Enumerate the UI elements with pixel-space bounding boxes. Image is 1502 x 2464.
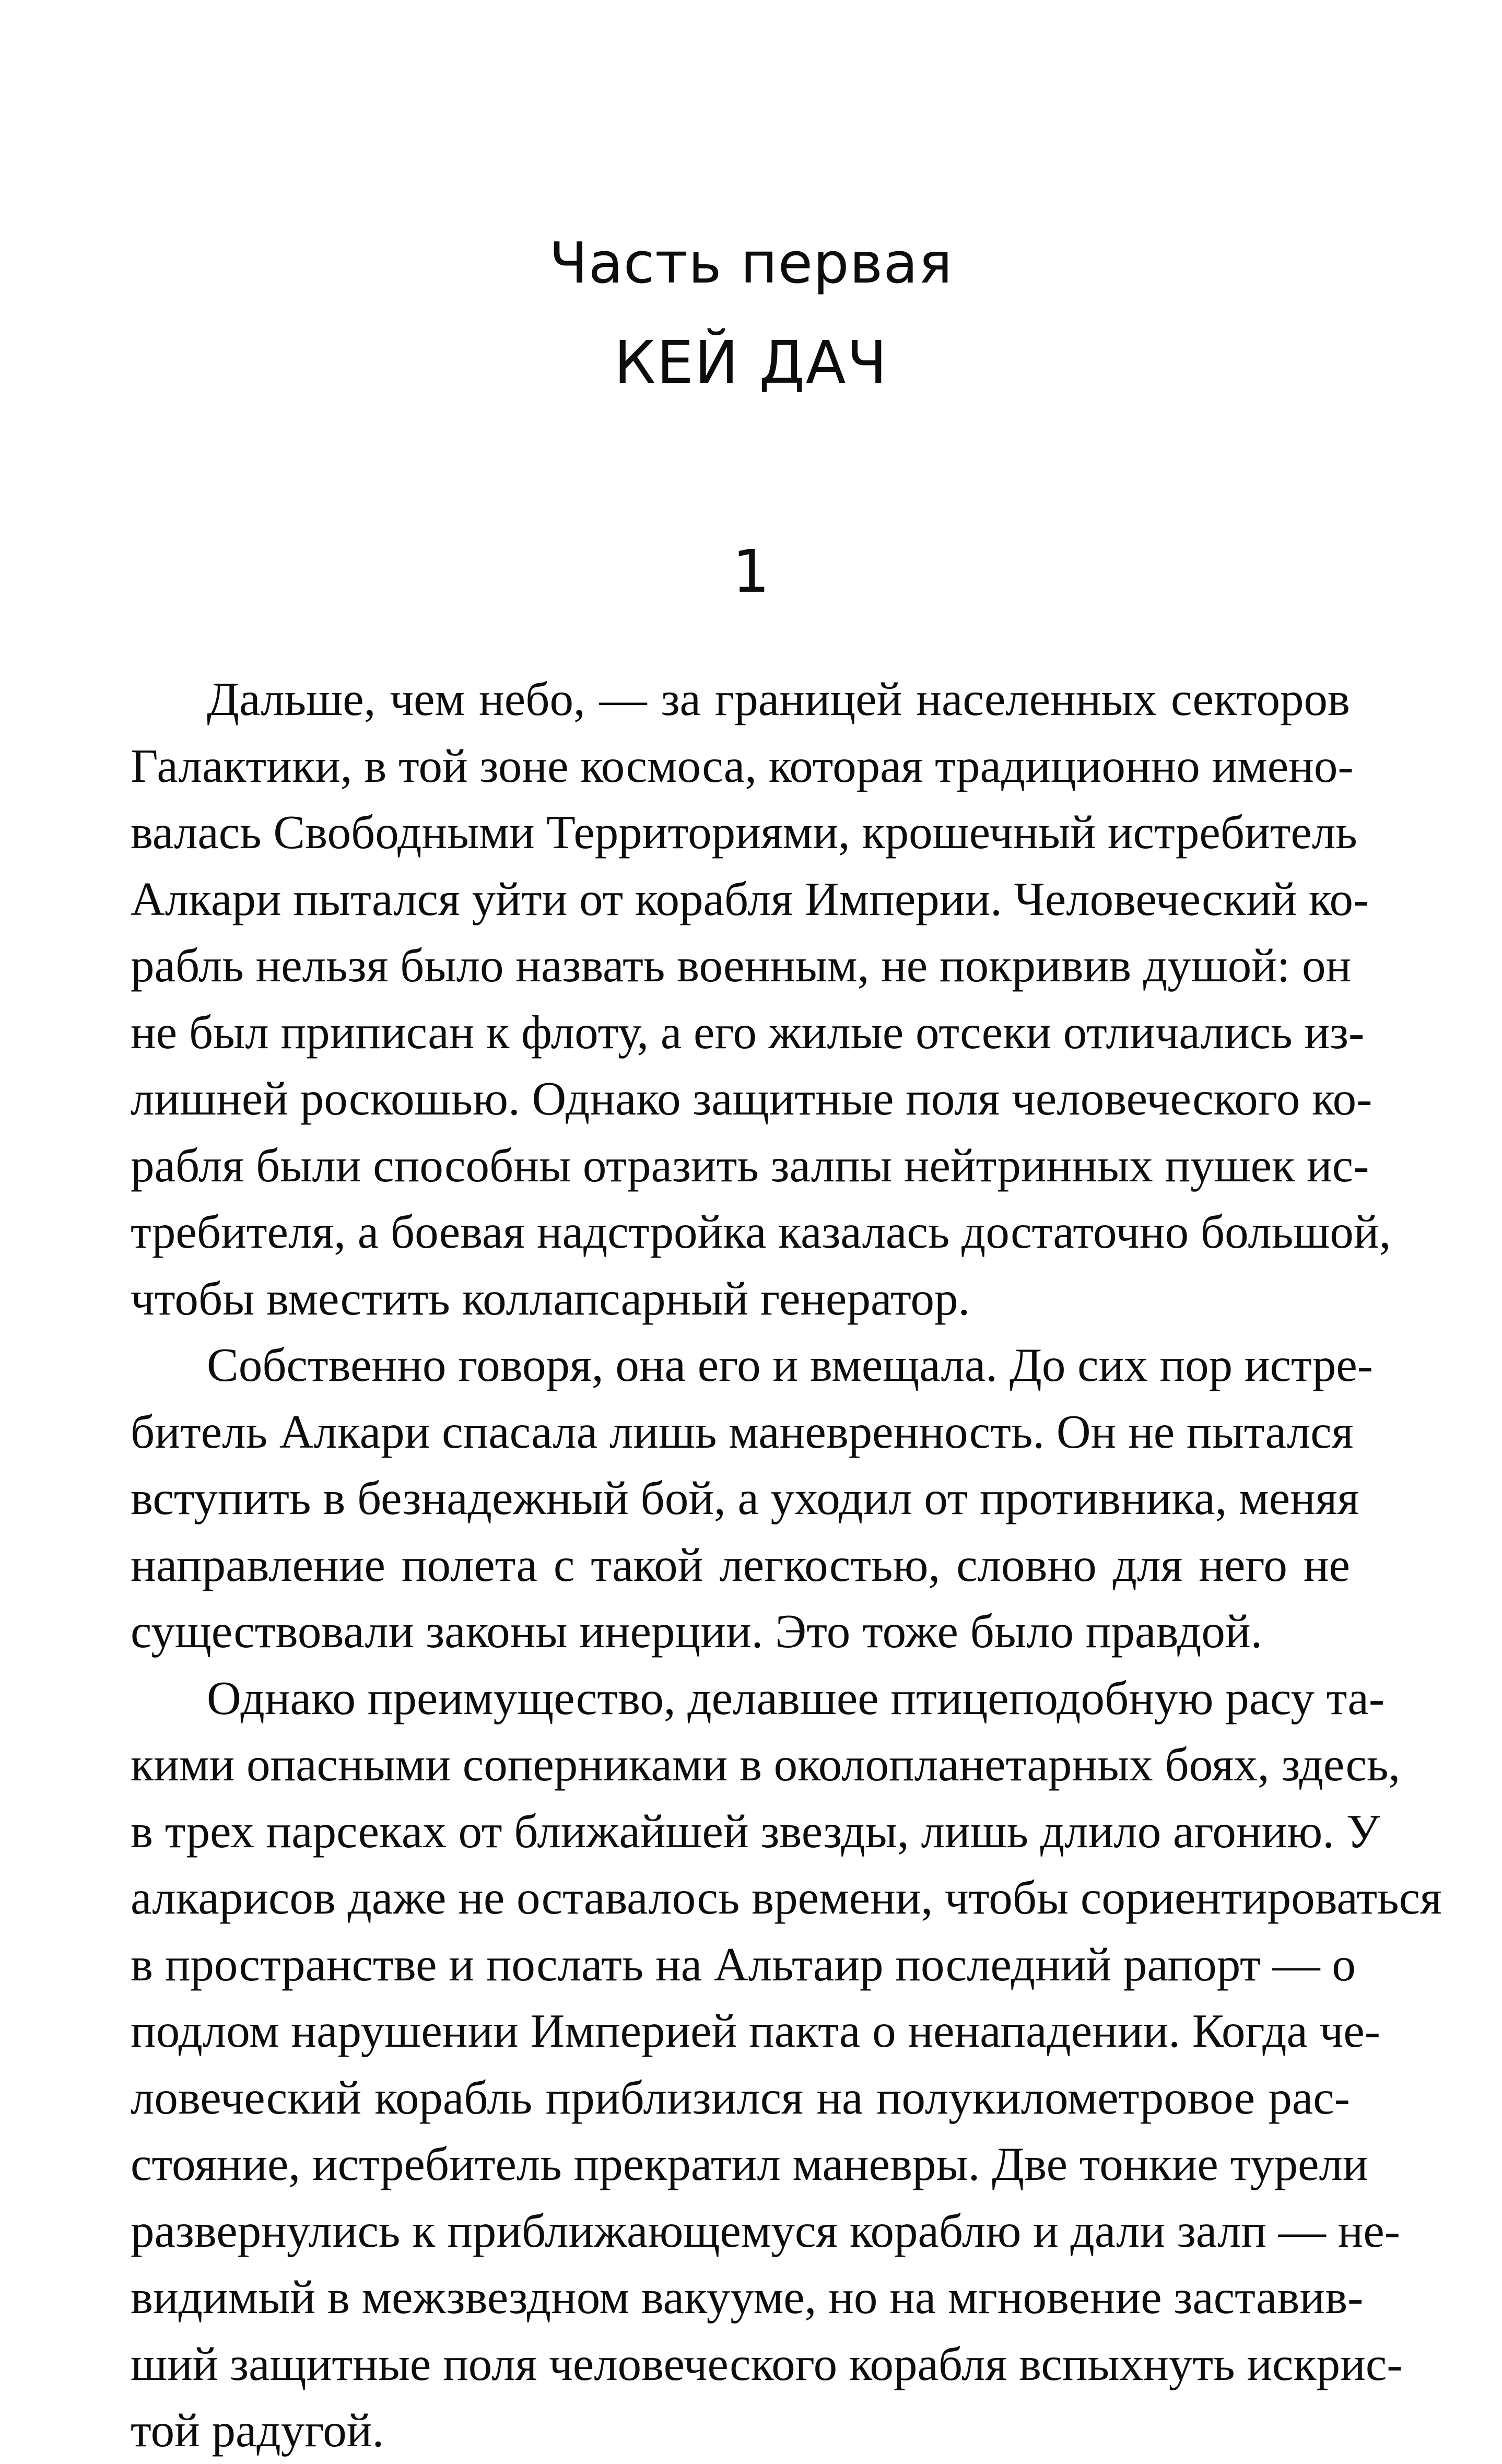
text-line: развернулись к приближающемуся кораблю и дали залп — не-	[131, 2204, 1401, 2257]
text-line: Алкари пытался уйти от корабля Империи. Человеческий ко-	[131, 872, 1369, 925]
text-line: Однако преимущество, делавшее птицеподобную расу та-	[207, 1671, 1385, 1724]
text-line: рабля были способны отразить залпы нейтринных пушек ис-	[131, 1139, 1369, 1192]
text-line: направление полета с такой легкостью, словно для него не	[131, 1538, 1350, 1591]
text-line: той радугой.	[131, 2404, 384, 2457]
paragraph-1	[131, 666, 1391, 1332]
text-line: подлом нарушении Империей пакта о ненападении. Когда че-	[131, 2004, 1381, 2057]
paragraph-2	[131, 1332, 1374, 1665]
text-line: битель Алкари спасала лишь маневренность. Он не пытался	[131, 1405, 1354, 1458]
chapter-body	[131, 666, 1442, 2464]
text-line: существовали законы инерции. Это тоже было правдой.	[131, 1605, 1263, 1658]
text-line: видимый в межзвездном вакууме, но на мгновение заставив-	[131, 2271, 1364, 2324]
part-title: КЕЙ ДАЧ	[614, 329, 888, 397]
chapter-number: 1	[732, 538, 770, 606]
text-line: не был приписан к флоту, а его жилые отсеки отличались из-	[131, 1005, 1365, 1059]
text-line: в трех парсеках от ближайшей звезды, лишь длило агонию. У	[131, 1804, 1380, 1858]
text-line: Дальше, чем небо, — за границей населенных секторов	[207, 673, 1350, 725]
text-line: валась Свободными Территориями, крошечный истребитель	[131, 806, 1357, 859]
text-line: в пространстве и послать на Альтаир последний рапорт — о	[131, 1938, 1356, 1991]
text-line: стояние, истребитель прекратил маневры. Две тонкие турели	[131, 2138, 1368, 2190]
text-line: Собственно говоря, она его и вмещала. До сих пор истре-	[207, 1339, 1374, 1391]
text-line: ловеческий корабль приблизился на полукилометровое рас-	[131, 2071, 1350, 2124]
text-line: Галактики, в той зоне космоса, которая традиционно имено-	[131, 739, 1354, 792]
text-line: ший защитные поля человеческого корабля вспыхнуть искрис-	[131, 2337, 1403, 2390]
text-line: чтобы вместить коллапсарный генератор.	[131, 1272, 970, 1325]
paragraph-3	[131, 1665, 1442, 2464]
text-line: алкарисов даже не оставалось времени, чтобы сориентироваться	[131, 1871, 1442, 1924]
text-line: рабль нельзя было назвать военным, не покривив душой: он	[131, 939, 1352, 992]
text-line: вступить в безнадежный бой, а уходил от противника, меняя	[131, 1472, 1359, 1524]
part-label: Часть первая	[549, 231, 953, 296]
text-line: лишней роскошью. Однако защитные поля человеческого ко-	[131, 1072, 1372, 1125]
text-line: кими опасными соперниками в околопланетарных боях, здесь,	[131, 1738, 1401, 1791]
text-line: требителя, а боевая надстройка казалась достаточно большой,	[131, 1205, 1391, 1258]
